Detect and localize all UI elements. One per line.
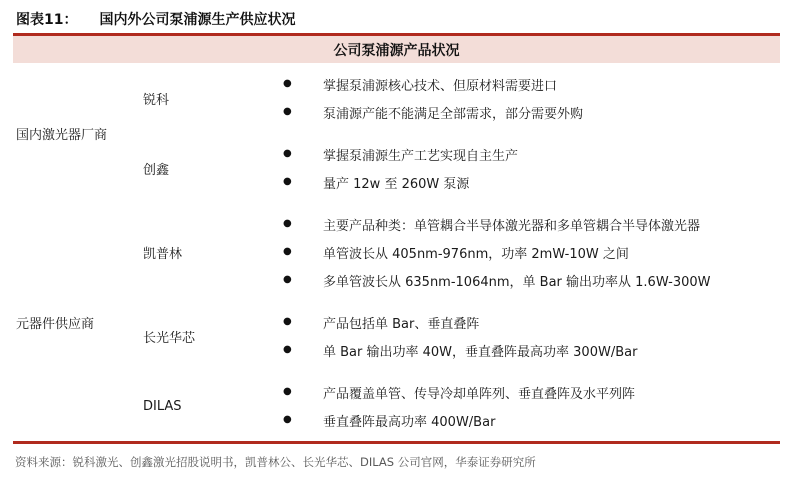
- table-body: [13, 63, 780, 441]
- point-text: 掌握泵浦源生产工艺实现自主生产: [323, 148, 519, 164]
- company-row-chuangxin: [140, 133, 780, 203]
- group-companies: [140, 203, 780, 441]
- pump-source-table: [13, 33, 780, 444]
- bullet-icon: ●: [283, 176, 292, 187]
- point-text: 垂直叠阵最高功率 400W/Bar: [323, 414, 496, 430]
- point-text: 掌握泵浦源核心技术、但原材料需要进口: [323, 78, 558, 94]
- bullet-icon: ●: [283, 106, 292, 117]
- source-note: 资料来源：锐科激光、创鑫激光招股说明书，凯普林公、长光华芯、DILAS 公司官网，华泰证券研究所: [15, 455, 536, 469]
- table-row: [283, 210, 780, 238]
- point-text: 主要产品种类：单管耦合半导体激光器和多单管耦合半导体激光器: [323, 218, 701, 234]
- table-row: [283, 378, 780, 406]
- company-row-kaipulin: [140, 203, 780, 301]
- group-domestic-laser-makers: [13, 63, 780, 203]
- company-points: [283, 133, 780, 203]
- table-row: [283, 140, 780, 168]
- figure-number: 图表11：: [16, 12, 78, 28]
- group-label: 国内激光器厂商: [16, 127, 108, 143]
- point-text: 泵浦源产能不能满足全部需求，部分需要外购: [323, 106, 584, 122]
- company-name: 锐科: [143, 92, 170, 108]
- table-header: 公司泵浦源产品状况: [13, 36, 780, 63]
- bullet-icon: ●: [283, 344, 292, 355]
- bullet-icon: ●: [283, 78, 292, 89]
- bullet-icon: ●: [283, 316, 292, 327]
- group-companies: [140, 63, 780, 203]
- table-row: [283, 238, 780, 266]
- bullet-icon: ●: [283, 148, 292, 159]
- group-component-suppliers: [13, 203, 780, 441]
- point-text: 单管波长从 405nm-976nm，功率 2mW-10W 之间: [323, 246, 629, 262]
- table-row: [283, 98, 780, 126]
- bullet-icon: ●: [283, 414, 292, 425]
- point-text: 量产 12w 至 260W 泵源: [323, 176, 470, 192]
- group-label: 元器件供应商: [16, 316, 95, 332]
- company-row-changguanghuaxin: [140, 301, 780, 371]
- company-name: 长光华芯: [143, 330, 196, 346]
- table-row: [283, 266, 780, 294]
- bullet-icon: ●: [283, 218, 292, 229]
- point-text: 单 Bar 输出功率 40W，垂直叠阵最高功率 300W/Bar: [323, 344, 638, 360]
- point-text: 产品覆盖单管、传导冷却单阵列、垂直叠阵及水平列阵: [323, 386, 636, 402]
- company-points: [283, 203, 780, 301]
- table-row: [283, 336, 780, 364]
- company-row-ruike: [140, 63, 780, 133]
- company-name: 凯普林: [143, 246, 183, 262]
- company-name: 创鑫: [143, 162, 170, 178]
- point-text: 产品包括单 Bar、垂直叠阵: [323, 316, 480, 332]
- table-row: [283, 70, 780, 98]
- figure-title: [0, 0, 800, 33]
- table-row: [283, 308, 780, 336]
- point-text: 多单管波长从 635nm-1064nm，单 Bar 输出功率从 1.6W-300W: [323, 274, 711, 290]
- table-row: [283, 168, 780, 196]
- company-points: [283, 301, 780, 371]
- company-points: [283, 371, 780, 441]
- table-row: [283, 406, 780, 434]
- bullet-icon: ●: [283, 274, 292, 285]
- company-points: [283, 63, 780, 133]
- company-row-dilas: [140, 371, 780, 441]
- company-name: DILAS: [143, 398, 182, 414]
- bullet-icon: ●: [283, 386, 292, 397]
- figure-title-text: 国内外公司泵浦源生产供应状况: [99, 12, 296, 28]
- bullet-icon: ●: [283, 246, 292, 257]
